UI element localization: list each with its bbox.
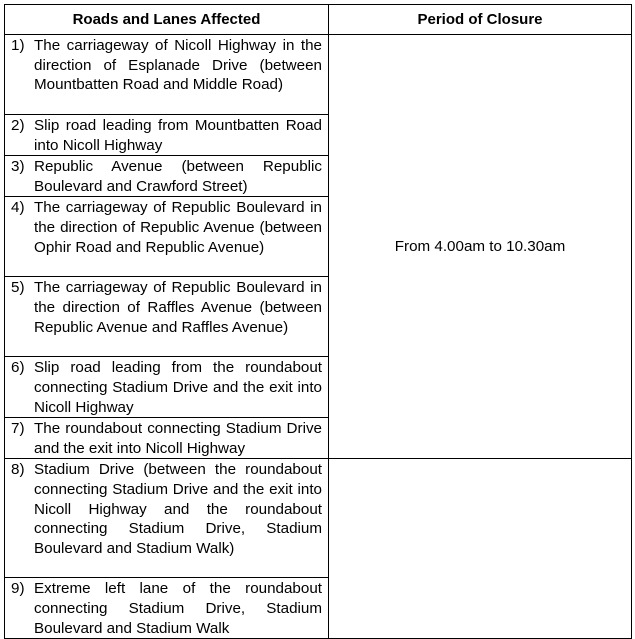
road-text: Republic Avenue (between Republic Boulevard and Crawford Street): [34, 158, 322, 195]
table-row: [5, 35, 632, 115]
road-cell: [5, 115, 329, 156]
row-number: 1): [11, 37, 25, 54]
road-text: The carriageway of Nicoll Highway in the direction of Esplanade Drive (between Mountbatten Road and Middle Road): [34, 37, 322, 94]
road-text: Slip road leading from Mountbatten Road into Nicoll Highway: [34, 117, 322, 154]
row-number: 3): [11, 158, 25, 176]
row-number: 8): [11, 461, 25, 479]
row-number: 2): [11, 117, 25, 134]
table-row: [5, 459, 632, 578]
road-cell: [5, 357, 329, 418]
road-closure-table: [4, 4, 632, 639]
road-text: The roundabout connecting Stadium Drive and the exit into Nicoll Highway: [34, 420, 322, 457]
road-text: Extreme left lane of the roundabout connecting Stadium Drive, Stadium Boulevard and Stadium Walk: [34, 580, 322, 637]
header-period: Period of Closure: [329, 5, 632, 35]
row-number: 9): [11, 580, 25, 598]
row-number: 4): [11, 199, 25, 217]
road-cell: [5, 578, 329, 639]
road-text: The carriageway of Republic Boulevard in the direction of Raffles Avenue (between Republic Avenue and Raffles Avenue): [34, 279, 322, 336]
header-row: [5, 5, 632, 35]
road-text: The carriageway of Republic Boulevard in the direction of Republic Avenue (between Ophir Road and Republic Avenue): [34, 199, 322, 256]
road-cell: [5, 418, 329, 459]
row-number: 5): [11, 279, 25, 297]
row-number: 6): [11, 359, 25, 377]
period-cell-empty: [329, 459, 632, 639]
header-roads: Roads and Lanes Affected: [5, 5, 329, 35]
road-cell: [5, 197, 329, 277]
road-cell: [5, 277, 329, 357]
period-cell: From 4.00am to 10.30am: [329, 35, 632, 459]
road-text: Slip road leading from the roundabout connecting Stadium Drive and the exit into Nicoll Highway: [34, 359, 322, 416]
row-number: 7): [11, 420, 25, 438]
road-cell: [5, 35, 329, 115]
road-cell: [5, 459, 329, 578]
road-text: Stadium Drive (between the roundabout connecting Stadium Drive and the exit into Nicoll Highway and the roundabout connecting Stadium Drive, Stadium Boulevard and Stadium Walk): [34, 461, 322, 557]
road-cell: [5, 156, 329, 197]
